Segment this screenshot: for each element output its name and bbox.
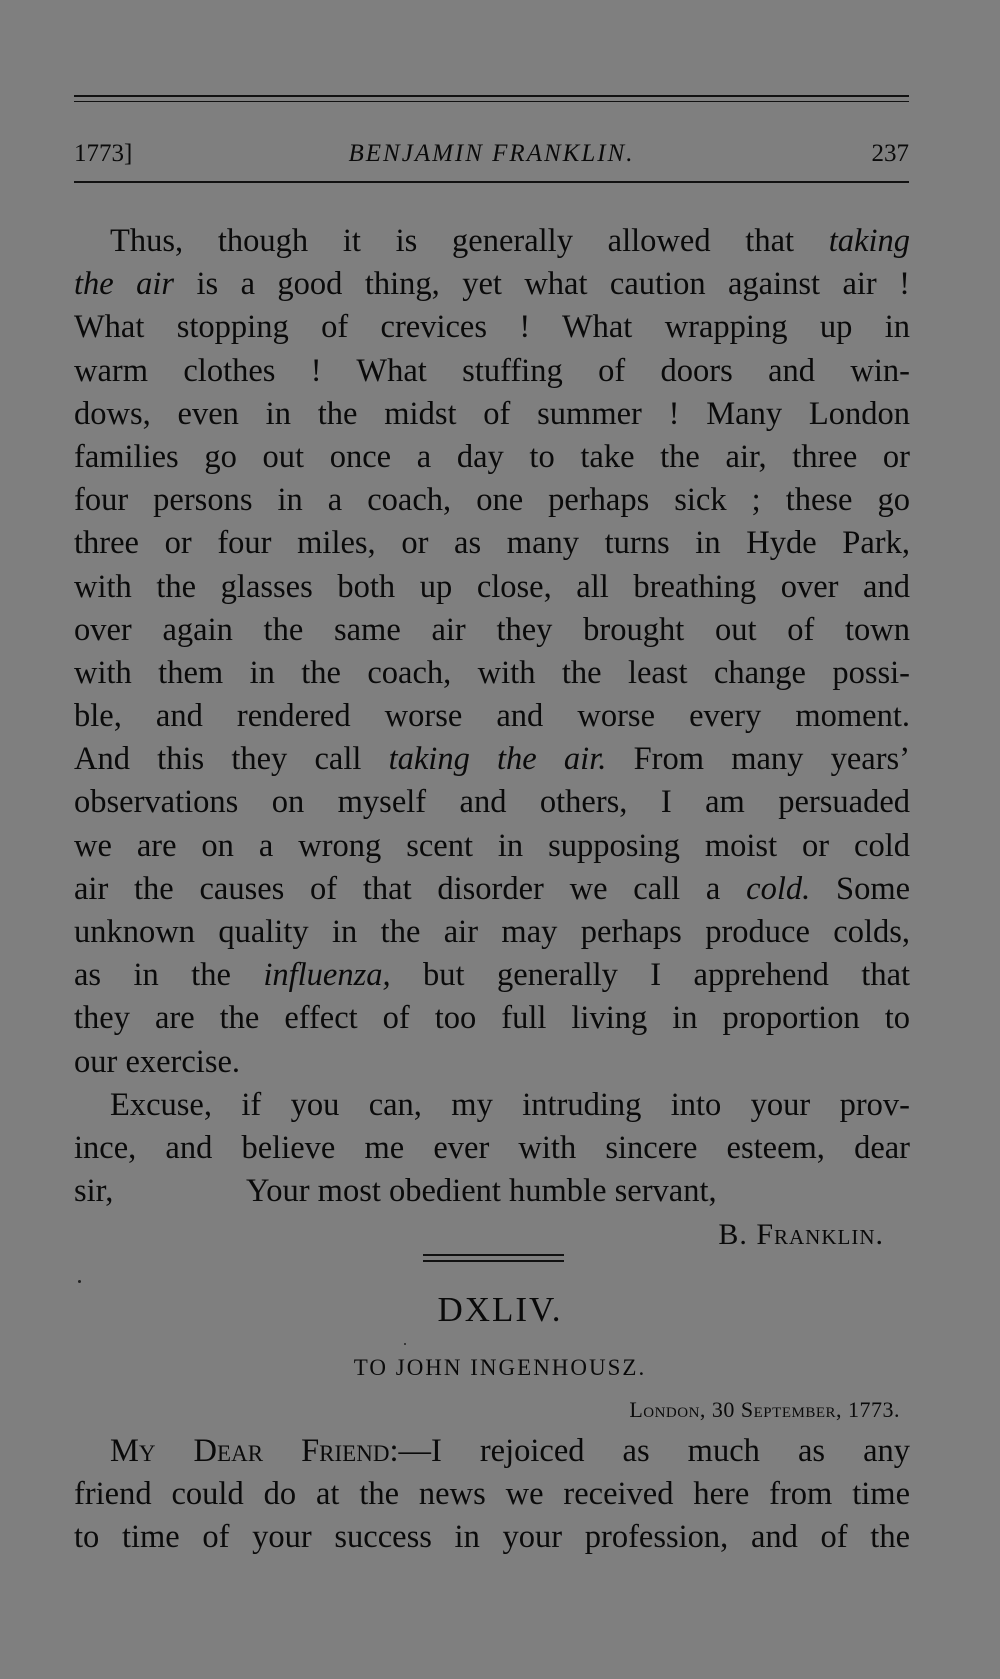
text-line — [74, 868, 910, 911]
letter-recipient: TO JOHN INGENHOUSZ. — [353, 1355, 647, 1380]
section-separator-bottom — [423, 1260, 564, 1262]
text-line — [74, 263, 910, 306]
page-number: 237 — [871, 140, 909, 167]
letter-dateline: London, 30 September, 1773. — [629, 1397, 900, 1422]
text-line: four persons in a coach, one perhaps sick ; these go — [74, 482, 910, 519]
closing-phrase: Your most obedient humble servant, — [246, 1173, 717, 1210]
paragraph-1 — [74, 220, 910, 1257]
top-rule-thick — [74, 95, 909, 97]
text-line: What stopping of crevices ! What wrapping up in — [74, 309, 910, 346]
italic-run: taking the air. — [388, 741, 607, 778]
closing-sir: sir, — [74, 1173, 114, 1210]
text-line: unknown quality in the air may perhaps produce colds, — [74, 914, 910, 950]
text-run: Thus, though it is generally allowed that — [110, 223, 795, 259]
text-line: Excuse, if you can, my intruding into your prov- — [110, 1086, 910, 1123]
header-year: 1773] — [74, 140, 133, 167]
text-run: is a good thing, yet what caution against air ! — [196, 266, 911, 303]
text-line — [74, 954, 910, 997]
text-line — [74, 1430, 910, 1473]
text-line: observations on myself and others, I am persuaded — [74, 784, 910, 821]
text-line: warm clothes ! What stuffing of doors and win- — [74, 352, 910, 389]
text-line: they are the effect of too full living in proportion to — [74, 1000, 910, 1037]
header-title: BENJAMIN FRANKLIN. — [348, 140, 635, 167]
text-line: over again the same air they brought out of town — [74, 611, 910, 648]
ink-speck — [404, 1343, 406, 1345]
text-line: families go out once a day to take the air, three or — [74, 438, 910, 475]
text-run: as in the — [74, 957, 231, 994]
running-header — [74, 140, 909, 180]
text-run: From many years’ — [633, 741, 911, 778]
text-run: air the causes of that disorder we call a — [74, 870, 721, 907]
text-line: with the glasses both up close, all breathing over and — [74, 568, 910, 605]
text-line: three or four miles, or as many turns in Hyde Park, — [74, 525, 910, 562]
letter-opening — [74, 1430, 910, 1560]
text-line: ble, and rendered worse and worse every moment. — [74, 698, 910, 735]
text-run: Some — [836, 870, 911, 907]
section-separator-top — [423, 1254, 564, 1256]
text-line: dows, even in the midst of summer ! Many London — [74, 395, 910, 432]
text-run: :—I rejoiced as much as any — [389, 1433, 910, 1469]
salutation: My Dear Friend — [110, 1433, 390, 1469]
text-run: And this they call — [74, 741, 362, 778]
text-line — [74, 220, 910, 263]
ink-speck — [78, 1280, 81, 1283]
text-line: with them in the coach, with the least change possi- — [74, 654, 910, 691]
text-line: our exercise. — [74, 1043, 241, 1080]
letter-number: DXLIV. — [437, 1290, 563, 1329]
signature: B. Franklin. — [718, 1218, 884, 1252]
text-line: ince, and believe me ever with sincere esteem, dear — [74, 1129, 910, 1166]
text-line: to time of your success in your profession, and of the — [74, 1519, 910, 1556]
italic-run: cold. — [746, 870, 811, 907]
text-line: we are on a wrong scent in supposing moist or cold — [74, 827, 910, 864]
header-rule — [74, 181, 909, 183]
italic-run: the air — [74, 266, 175, 303]
text-line: friend could do at the news we received here from time — [74, 1476, 910, 1513]
italic-run: influenza, — [263, 957, 391, 994]
top-rule-thin — [74, 101, 909, 102]
text-run: but generally I apprehend that — [423, 957, 911, 994]
closing-line — [74, 1170, 910, 1213]
italic-run: taking — [828, 223, 910, 259]
text-line — [74, 738, 910, 781]
